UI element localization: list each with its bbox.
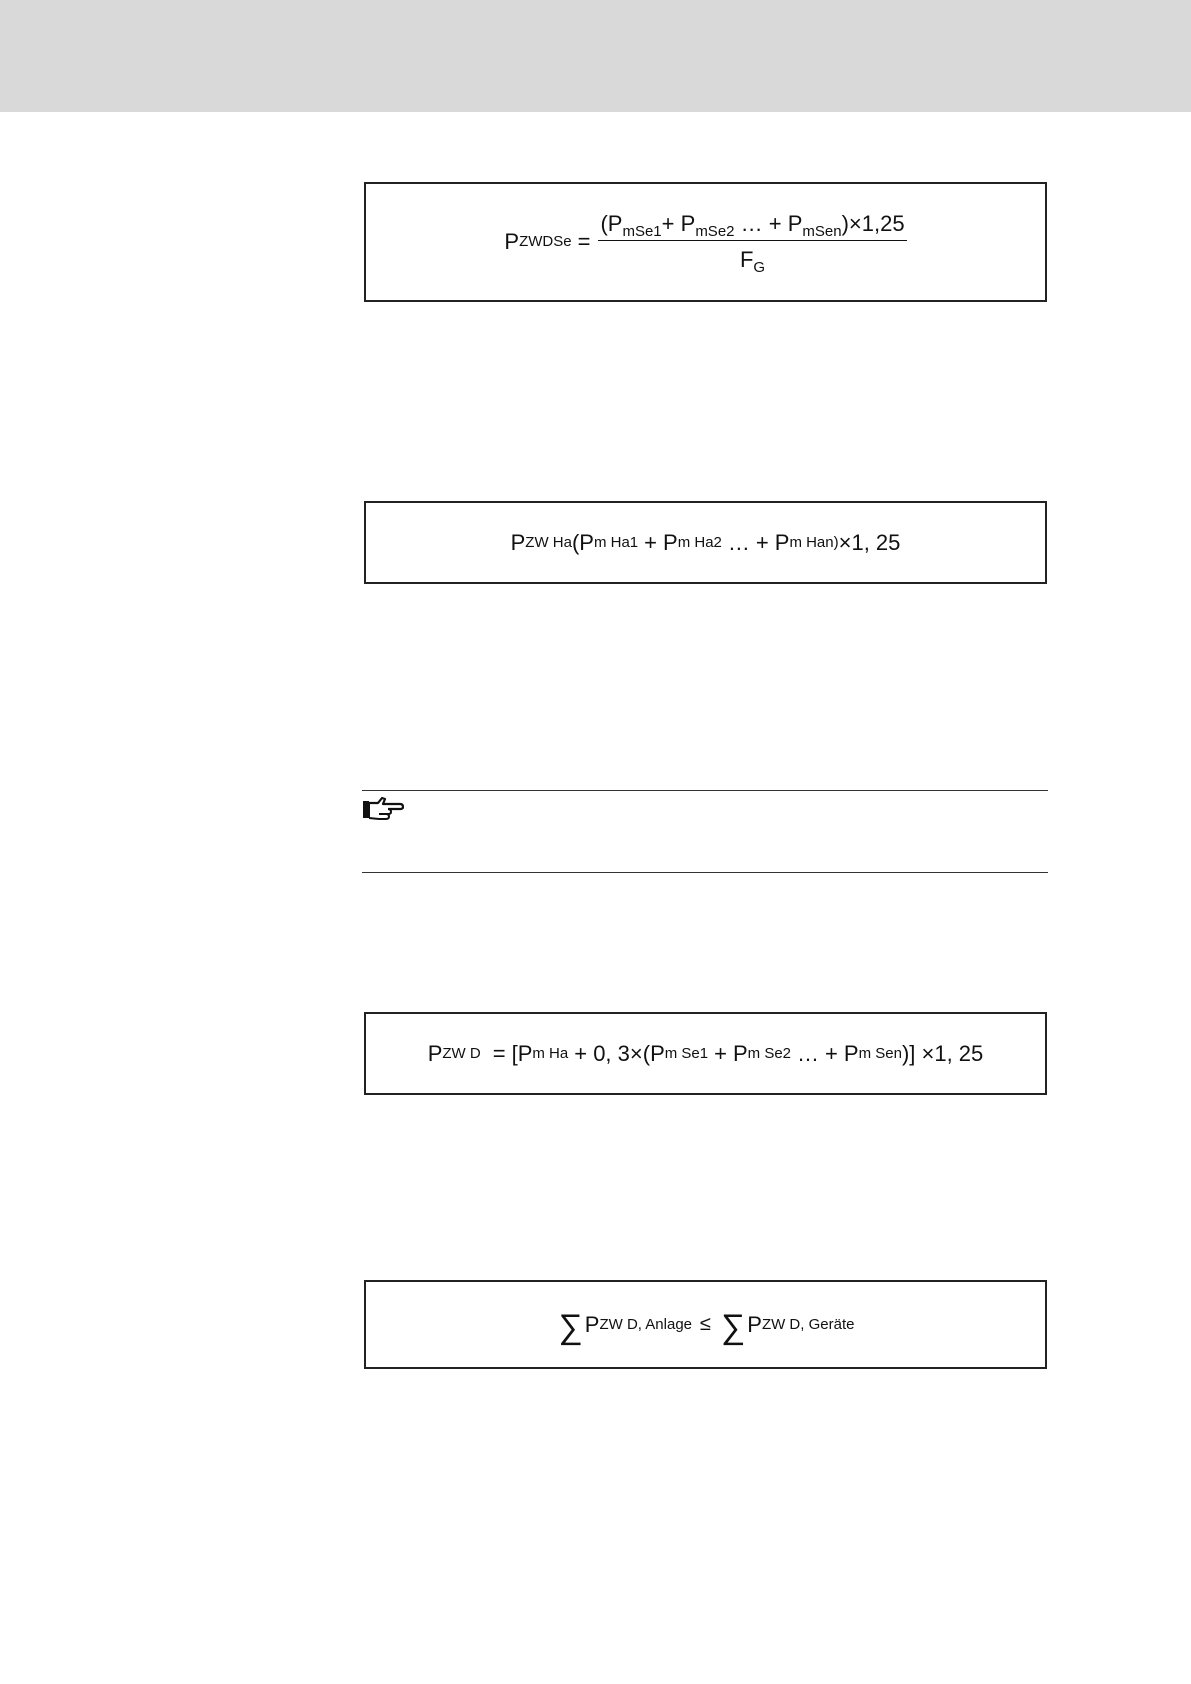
pointing-hand-icon	[362, 795, 404, 823]
formula-box-1	[364, 182, 1047, 302]
formula-sum-comparison: ∑ P ZW D, Anlage ≤ ∑ P ZW D, Geräte	[558, 1307, 855, 1346]
formula-box-2	[364, 501, 1047, 584]
formula-pzwdse: P ZWDSe = $\frac{(P_{mSe1}+ P_{mSe2} \dots + P_{mSen})\times 1,25}{F_G}$	[504, 211, 905, 276]
note-top-rule	[362, 790, 1048, 791]
formula-pzwha: P ZW Ha ( P m Ha1 + P m Ha2 … + P m Han) ×1, 25	[510, 529, 901, 555]
lhs-symbol: P	[504, 229, 520, 254]
fraction	[598, 211, 906, 276]
sum-sign: ∑	[558, 1307, 583, 1346]
page-header-band	[0, 0, 1191, 112]
sum-sign: ∑	[721, 1307, 746, 1346]
fraction-numerator: ($P_{mSe1}+ P_{mSe2}$ … + $P_{mSen})\times 1,25$	[600, 211, 905, 240]
formula-box-3	[364, 1012, 1047, 1095]
note-bottom-rule	[362, 872, 1048, 873]
formula-pzwd: P ZW D = [ P m Ha + 0, 3×( P m Se1 + P m Se2 … + P m Sen )] ×1, 25	[427, 1040, 984, 1066]
leq-sign: ≤	[700, 1313, 711, 1335]
equals-sign: =	[577, 229, 591, 254]
fraction-denominator: $F_G$	[739, 247, 766, 276]
formula-box-4	[364, 1280, 1047, 1369]
